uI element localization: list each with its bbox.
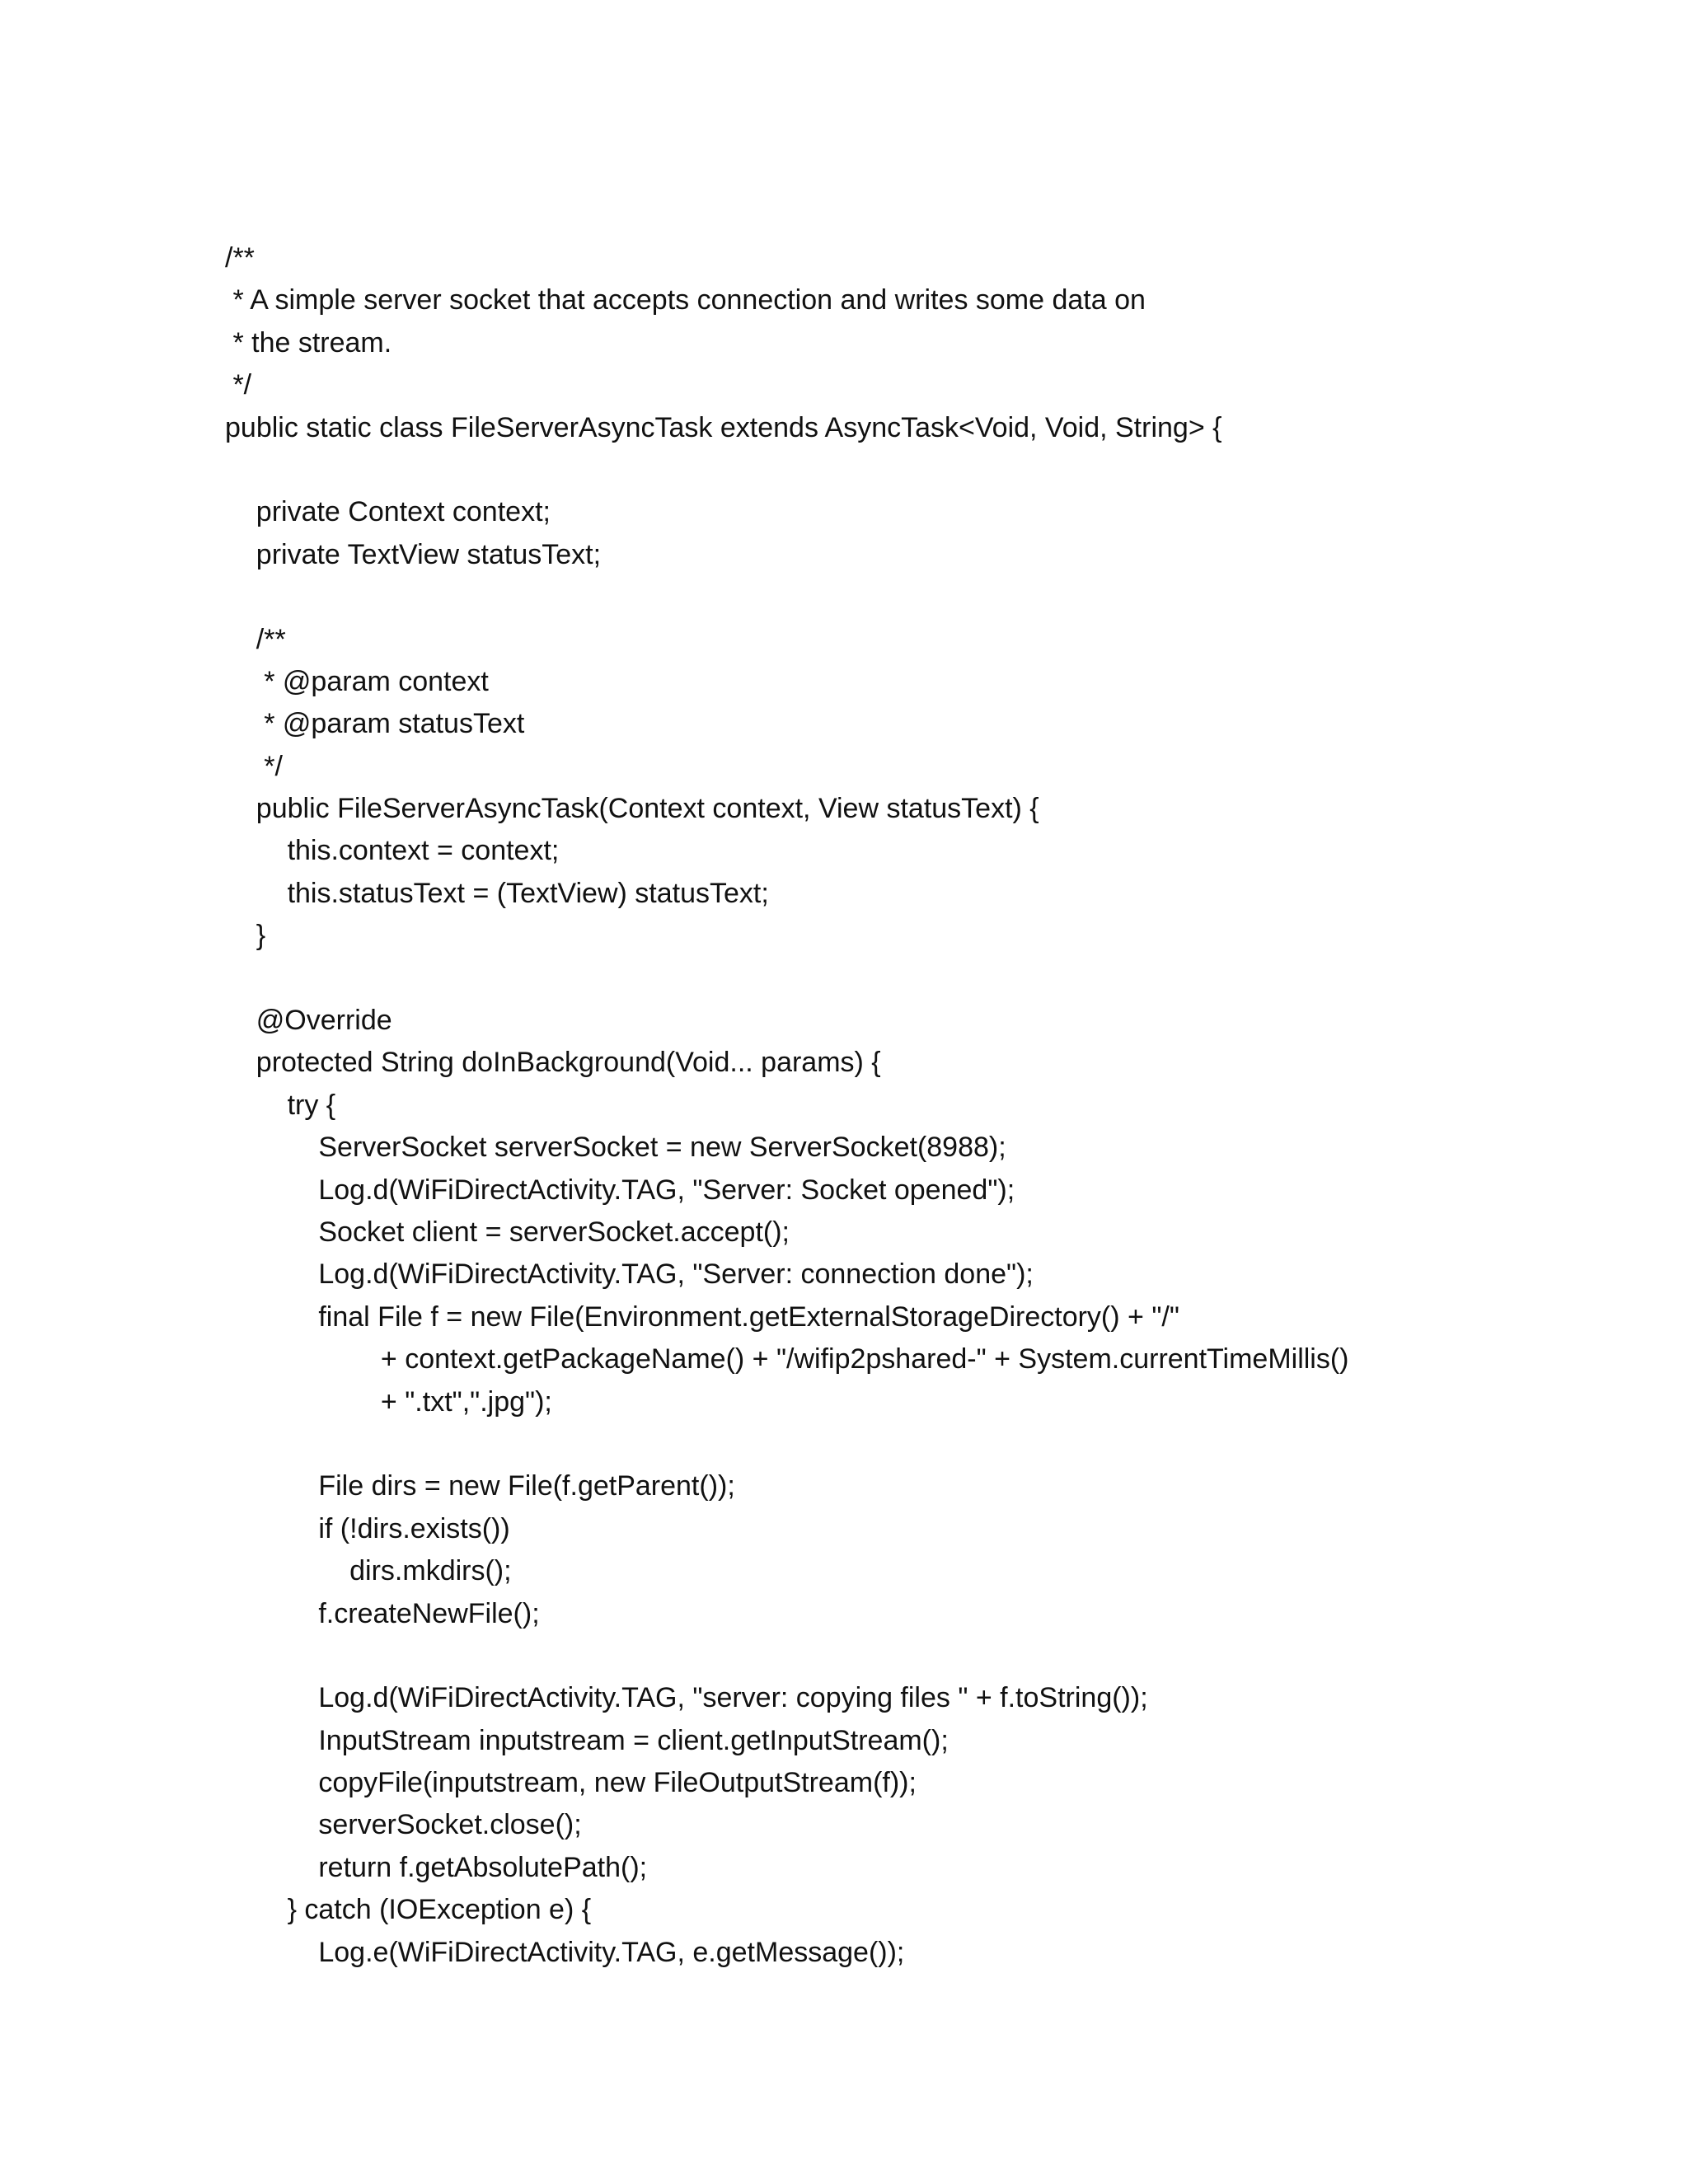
code-line: ServerSocket serverSocket = new ServerSocket(8988); xyxy=(225,1132,1006,1164)
code-line: + ".txt",".jpg"); xyxy=(225,1385,552,1418)
code-line: Log.d(WiFiDirectActivity.TAG, "server: copying files " + f.toString()); xyxy=(225,1682,1148,1714)
code-line xyxy=(225,576,1626,618)
code-line: public static class FileServerAsyncTask extends AsyncTask<Void, Void, String> { xyxy=(225,411,1222,443)
code-line: * the stream. xyxy=(225,326,392,359)
code-line: @Override xyxy=(225,1005,392,1037)
code-line: * @param context xyxy=(225,665,489,697)
code-line: final File f = new File(Environment.getExternalStorageDirectory() + "/" xyxy=(225,1301,1179,1333)
code-line: InputStream inputstream = client.getInputStream(); xyxy=(225,1724,949,1756)
code-line: */ xyxy=(225,369,252,401)
code-line xyxy=(225,1635,1626,1677)
code-line: return f.getAbsolutePath(); xyxy=(225,1851,648,1883)
code-line: if (!dirs.exists()) xyxy=(225,1512,510,1544)
code-line: dirs.mkdirs(); xyxy=(225,1555,512,1587)
code-line: Log.d(WiFiDirectActivity.TAG, "Server: Socket opened"); xyxy=(225,1174,1015,1206)
code-line: copyFile(inputstream, new FileOutputStream(f)); xyxy=(225,1767,917,1799)
code-line: public FileServerAsyncTask(Context context, View statusText) { xyxy=(225,793,1039,825)
code-line: Log.d(WiFiDirectActivity.TAG, "Server: connection done"); xyxy=(225,1258,1034,1291)
code-line: * @param statusText xyxy=(225,708,525,740)
code-line: Socket client = serverSocket.accept(); xyxy=(225,1216,790,1248)
code-line: protected String doInBackground(Void... params) { xyxy=(225,1047,881,1079)
code-line: */ xyxy=(225,750,283,782)
code-line: private TextView statusText; xyxy=(225,538,602,570)
code-line: /** xyxy=(225,242,255,274)
code-line xyxy=(225,449,1626,491)
code-line: } xyxy=(225,920,266,952)
code-line xyxy=(225,1423,1626,1465)
code-line xyxy=(225,958,1626,1000)
code-listing xyxy=(225,237,1626,1974)
code-line: private Context context; xyxy=(225,496,551,528)
code-line: /** xyxy=(225,623,286,655)
code-line: File dirs = new File(f.getParent()); xyxy=(225,1470,735,1502)
code-line: Log.e(WiFiDirectActivity.TAG, e.getMessage()); xyxy=(225,1936,905,1968)
code-line: this.statusText = (TextView) statusText; xyxy=(225,877,769,909)
code-line: } catch (IOException e) { xyxy=(225,1894,592,1926)
code-line: this.context = context; xyxy=(225,835,560,867)
code-line: try { xyxy=(225,1089,336,1121)
code-line: + context.getPackageName() + "/wifip2pshared-" + System.currentTimeMillis() xyxy=(225,1343,1349,1376)
code-line: serverSocket.close(); xyxy=(225,1809,582,1841)
code-line: * A simple server socket that accepts connection and writes some data on xyxy=(225,284,1146,316)
code-line: f.createNewFile(); xyxy=(225,1597,540,1629)
